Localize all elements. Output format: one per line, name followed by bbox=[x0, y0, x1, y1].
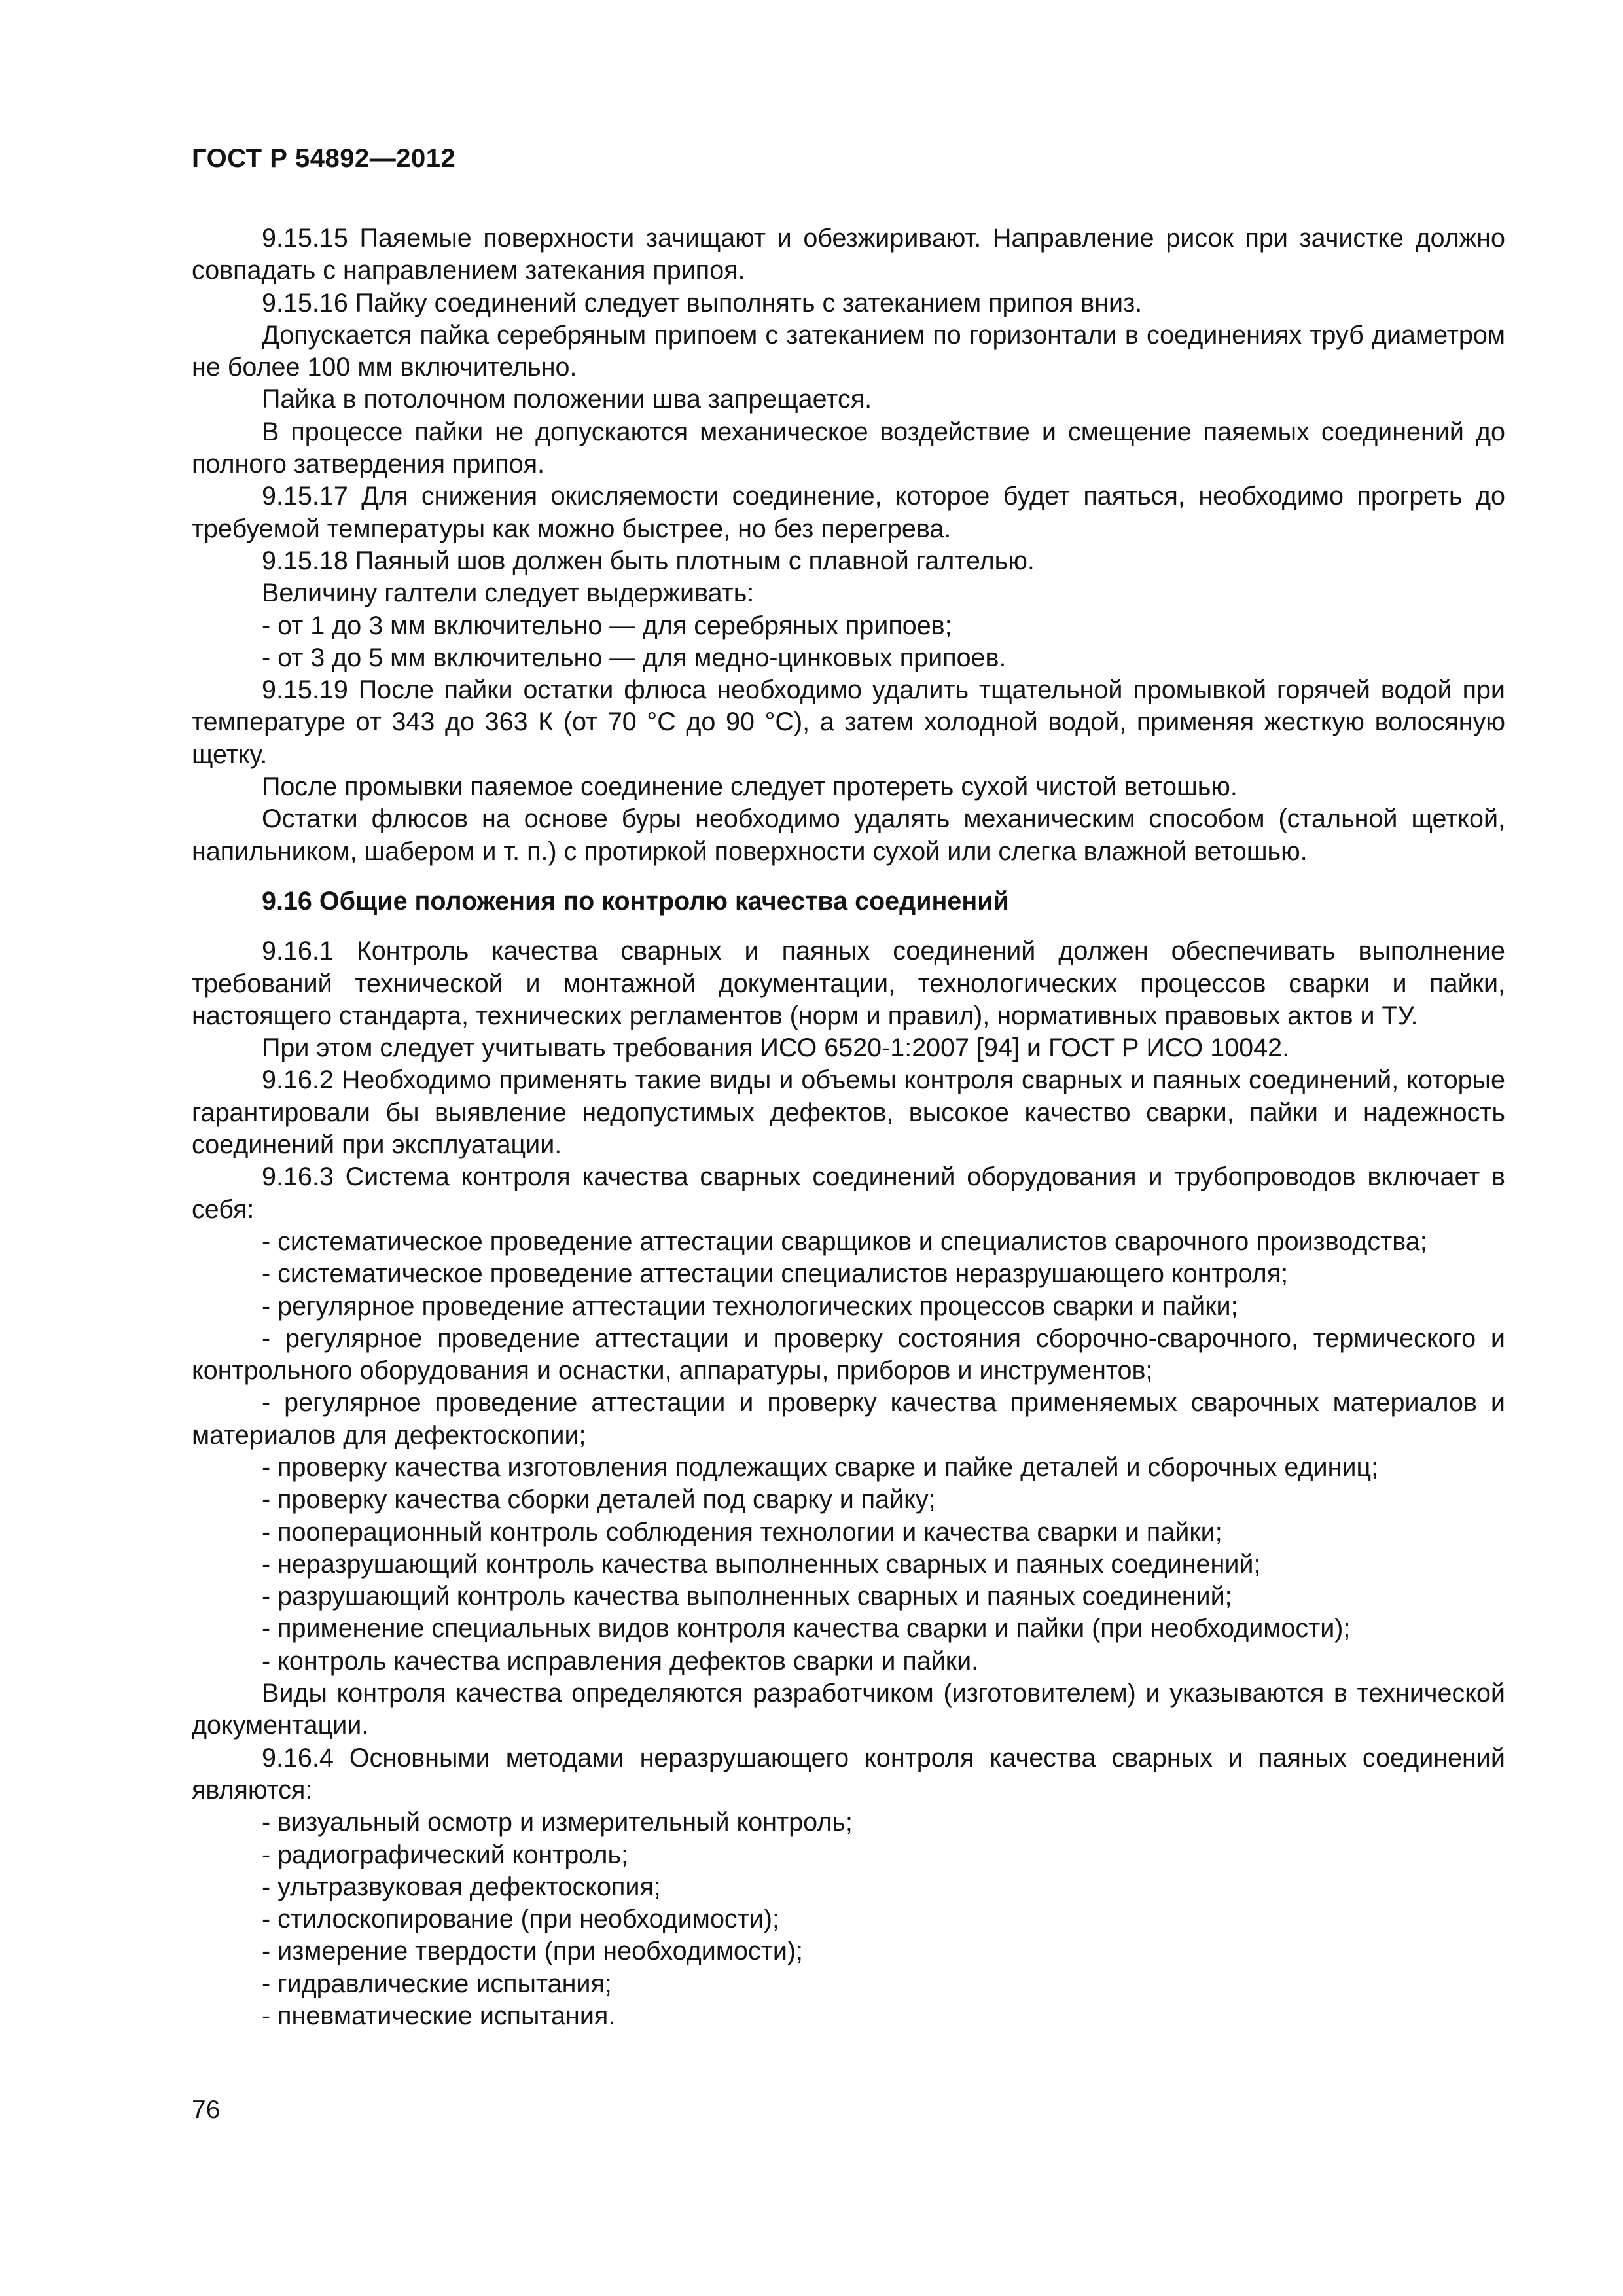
list-item: - систематическое проведение аттестации сварщиков и специалистов сварочного производства; bbox=[262, 1227, 1427, 1256]
list-item: - проверку качества изготовления подлежащих сварке и пайке деталей и сборочных единиц; bbox=[262, 1452, 1379, 1482]
list-item: - контроль качества исправления дефектов сварки и пайки. bbox=[262, 1646, 979, 1676]
paragraph: 9.16.1 Контроль качества сварных и паяных соединений должен обеспечивать выполнение требований технической и монтажной документации, технологических процессов сварки и пайки, настоящего стандарта, технических регламентов (норм и правил), нормативных правовых актов и ТУ. bbox=[192, 937, 1505, 1030]
section-heading: 9.16 Общие положения по контролю качества соединений bbox=[262, 886, 1009, 916]
paragraph: В процессе пайки не допускаются механическое воздействие и смещение паяемых соединений до полного затвердения припоя. bbox=[192, 417, 1505, 479]
list-item: - стилоскопирование (при необходимости); bbox=[262, 1905, 779, 1934]
paragraph: 9.16.3 Система контроля качества сварных соединений оборудования и трубопроводов включает в себя: bbox=[192, 1162, 1505, 1224]
paragraph: 9.15.17 Для снижения окисляемости соединение, которое будет паяться, необходимо прогреть до требуемой температуры как можно быстрее, но без перегрева. bbox=[192, 482, 1505, 543]
list-item: - проверку качества сборки деталей под сварку и пайку; bbox=[262, 1485, 936, 1515]
paragraph: После промывки паяемое соединение следует протереть сухой чистой ветошью. bbox=[262, 772, 1238, 802]
list-item: - радиографический контроль; bbox=[262, 1840, 629, 1869]
paragraph: 9.15.19 После пайки остатки флюса необходимо удалить тщательной промывкой горячей водой при температуре от 343 до 363 К (от 70 °С до 90 °С), а затем холодной водой, применяя жесткую волосяную щетку. bbox=[192, 675, 1505, 769]
list-item: - от 3 до 5 мм включительно — для медно-цинковых припоев. bbox=[262, 643, 1007, 672]
list-item: - разрушающий контроль качества выполненных сварных и паяных соединений; bbox=[262, 1582, 1232, 1611]
document-body bbox=[192, 223, 1505, 2032]
paragraph: Допускается пайка серебряным припоем с затеканием по горизонтали в соединениях труб диаметром не более 100 мм включительно. bbox=[192, 320, 1505, 382]
paragraph: 9.15.15 Паяемые поверхности зачищают и обезжиривают. Направление рисок при зачистке должно совпадать с направлением затекания припоя. bbox=[192, 224, 1505, 285]
paragraph: При этом следует учитывать требования ИСО 6520-1:2007 [94] и ГОСТ Р ИСО 10042. bbox=[262, 1033, 1290, 1063]
paragraph: Пайка в потолочном положении шва запрещается. bbox=[262, 385, 872, 414]
paragraph: 9.16.4 Основными методами неразрушающего контроля качества сварных и паяных соединений являются: bbox=[192, 1743, 1505, 1804]
paragraph: 9.16.2 Необходимо применять такие виды и объемы контроля сварных и паяных соединений, которые гарантировали бы выявление недопустимых дефектов, высокое качество сварки, пайки и надежность соединений при эксплуатации. bbox=[192, 1066, 1505, 1160]
list-item: - применение специальных видов контроля качества сварки и пайки (при необходимости); bbox=[262, 1614, 1351, 1643]
list-item: - пневматические испытания. bbox=[262, 2001, 616, 2031]
list-item: - ультразвуковая дефектоскопия; bbox=[262, 1872, 661, 1901]
list-item: - регулярное проведение аттестации и проверку качества применяемых сварочных материалов и материалов для дефектоскопии; bbox=[192, 1388, 1505, 1450]
list-item: - регулярное проведение аттестации и проверку состояния сборочно-сварочного, термического и контрольного оборудования и оснастки, аппаратуры, приборов и инструментов; bbox=[192, 1323, 1505, 1386]
paragraph: 9.15.18 Паяный шов должен быть плотным с плавной галтелью. bbox=[262, 546, 1035, 575]
paragraph: 9.15.16 Пайку соединений следует выполнять с затеканием припоя вниз. bbox=[262, 288, 1143, 317]
page-number: 76 bbox=[192, 2096, 221, 2124]
list-item: - систематическое проведение аттестации специалистов неразрушающего контроля; bbox=[262, 1259, 1289, 1289]
list-item: - гидравлические испытания; bbox=[262, 1969, 612, 1998]
list-item: - неразрушающий контроль качества выполненных сварных и паяных соединений; bbox=[262, 1549, 1261, 1579]
paragraph: Остатки флюсов на основе буры необходимо удалять механическим способом (стальной щеткой, напильником, шабером и т. п.) с протиркой поверхности сухой или слегка влажной ветошью. bbox=[192, 804, 1505, 866]
list-item: - измерение твердости (при необходимости); bbox=[262, 1937, 804, 1966]
paragraph: Виды контроля качества определяются разработчиком (изготовителем) и указываются в технической документации. bbox=[192, 1679, 1505, 1740]
list-item: - пооперационный контроль соблюдения технологии и качества сварки и пайки; bbox=[262, 1517, 1222, 1547]
list-item: - от 1 до 3 мм включительно — для серебряных припоев; bbox=[262, 611, 952, 640]
paragraph: Величину галтели следует выдерживать: bbox=[262, 579, 755, 608]
list-item: - регулярное проведение аттестации технологических процессов сварки и пайки; bbox=[262, 1291, 1238, 1321]
list-item: - визуальный осмотр и измерительный контроль; bbox=[262, 1808, 853, 1837]
document-header: ГОСТ Р 54892—2012 bbox=[192, 144, 456, 173]
